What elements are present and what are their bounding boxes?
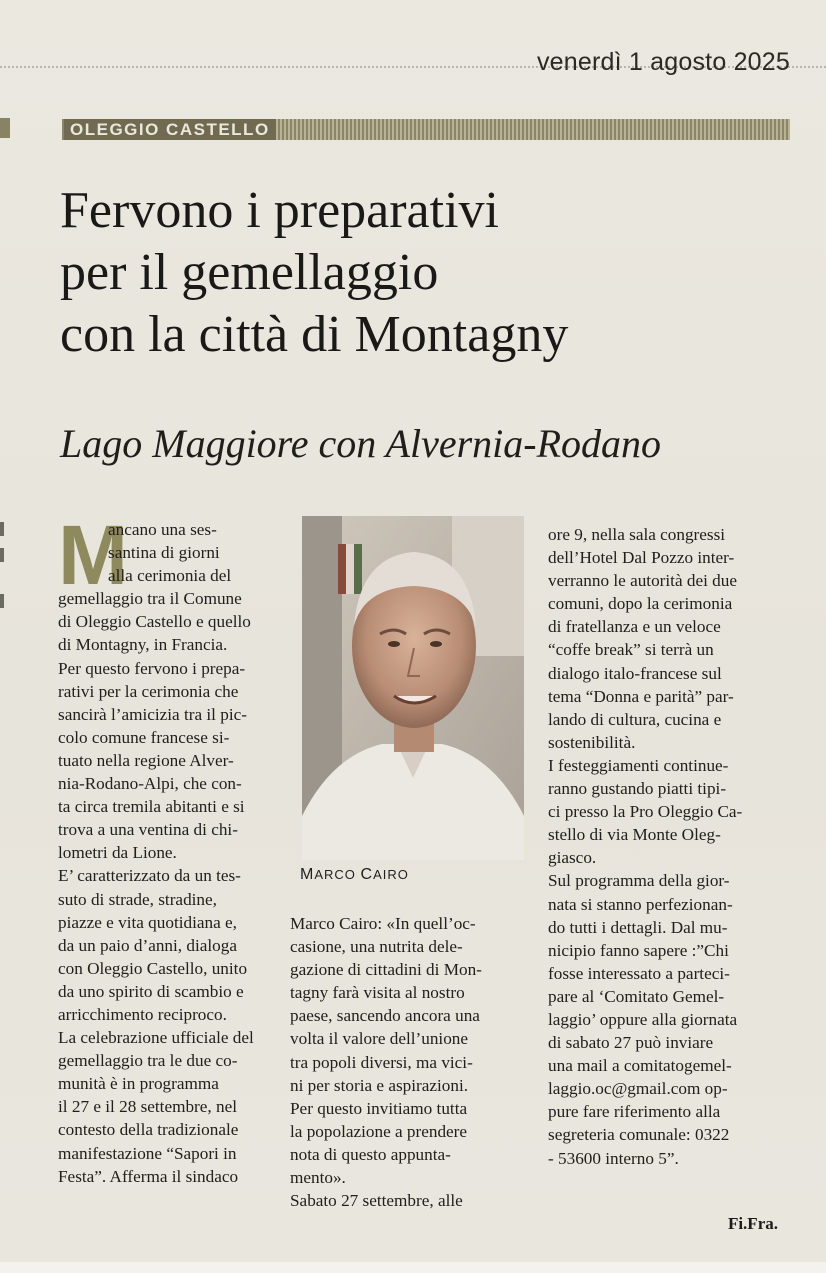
text-line: rativi per la cerimonia che (58, 681, 239, 701)
text-line: di sabato 27 può inviare (548, 1033, 714, 1053)
headline-line: per il gemellaggio (60, 244, 439, 301)
text-line: ni per storia e aspirazioni. (290, 1075, 469, 1095)
text-line: tuato nella regione Alver- (58, 750, 234, 770)
text-line: di Montagny, in Francia. (58, 635, 228, 655)
text-line: I festeggiamenti continue- (548, 755, 729, 775)
caption-rest: AIRO (373, 867, 409, 882)
text-line: dialogo italo-francese sul (548, 663, 722, 683)
text-line: nicipio fanno sapere :”Chi (548, 940, 729, 960)
text-line: ancano una ses- (108, 520, 217, 539)
text-line: nata si stanno perfezionan- (548, 894, 733, 914)
text-line: contesto della tradizionale (58, 1120, 239, 1140)
text-line: pare al ‘Comitato Gemel- (548, 986, 725, 1006)
text-line: sancirà l’amicizia tra il pic- (58, 704, 247, 724)
text-line: pure fare riferimento alla (548, 1102, 721, 1122)
author-signature: Fi.Fra. (727, 1214, 778, 1233)
issue-date: venerdì 1 agosto 2025 (536, 48, 790, 76)
text-line: casione, una nutrita dele- (290, 937, 463, 957)
text-line: tema “Donna e parità” par- (548, 686, 734, 706)
text-column-2 (290, 912, 522, 1212)
text-line: sostenibilità. (548, 732, 636, 752)
text-line: da uno spirito di scambio e (58, 981, 244, 1001)
text-line: E’ caratterizzato da un tes- (58, 866, 241, 886)
text-line: munità è in programma (58, 1074, 219, 1094)
text-column-3 (548, 523, 792, 1170)
text-line: mento». (290, 1168, 346, 1188)
text-line: “coffe break” si terrà un (548, 640, 714, 660)
caption-rest: ARCO (314, 867, 356, 882)
text-line: comuni, dopo la cerimonia (548, 594, 733, 614)
text-line: nia-Rodano-Alpi, che con- (58, 774, 242, 794)
headline-line: Fervono i preparativi (60, 182, 499, 239)
text-line: una mail a comitatogemel- (548, 1056, 732, 1076)
text-line: la popolazione a prendere (290, 1121, 468, 1141)
text-line: Sul programma della gior- (548, 871, 730, 891)
text-line: da un paio d’anni, dialoga (58, 935, 237, 955)
text-line: giasco. (548, 848, 597, 868)
text-line: volta il valore dell’unione (290, 1029, 469, 1049)
text-line: suto di strade, stradine, (58, 889, 217, 909)
text-line: gazione di cittadini di Mon- (290, 960, 482, 980)
text-line: lando di cultura, cucina e (548, 709, 722, 729)
text-line: gemellaggio tra il Comune (58, 589, 242, 609)
text-line: tra popoli diversi, ma vici- (290, 1052, 473, 1072)
photo-caption (300, 866, 409, 884)
portrait-photo (302, 516, 524, 860)
text-line: lometri da Lione. (58, 843, 177, 863)
text-line: ci presso la Pro Oleggio Ca- (548, 802, 743, 822)
page-edge-mark (0, 594, 4, 608)
text-line: Per questo invitiamo tutta (290, 1098, 468, 1118)
text-line: tagny farà visita al nostro (290, 983, 465, 1003)
text-line: dell’Hotel Dal Pozzo inter- (548, 548, 735, 568)
text-line: santina di giorni (108, 543, 220, 563)
text-line: stello di via Monte Oleg- (548, 825, 721, 845)
text-column-1 (58, 508, 274, 1188)
text-line: laggio.oc@gmail.com op- (548, 1079, 728, 1099)
text-line: segreteria comunale: 0322 (548, 1125, 730, 1145)
text-line: ranno gustando piatti tipi- (548, 779, 727, 799)
article-headline (60, 180, 800, 366)
text-line: il 27 e il 28 settembre, nel (58, 1097, 237, 1117)
text-line: Per questo fervono i prepa- (58, 658, 246, 678)
text-line: - 53600 interno 5”. (548, 1148, 679, 1168)
drop-cap: M (58, 508, 128, 602)
text-line: La celebrazione ufficiale del (58, 1028, 254, 1048)
text-line: ore 9, nella sala congressi (548, 525, 726, 544)
page-edge-mark (0, 522, 4, 536)
text-line: di Oleggio Castello e quello (58, 612, 251, 632)
text-line: di fratellanza e un veloce (548, 617, 721, 637)
text-line: do tutti i dettagli. Dal mu- (548, 917, 728, 937)
text-line: Marco Cairo: «In quell’oc- (290, 914, 476, 933)
text-line: ta circa tremila abitanti e si (58, 797, 245, 817)
text-line: fosse interessato a parteci- (548, 963, 730, 983)
text-line: alla cerimonia del (108, 566, 232, 586)
text-line: Festa”. Afferma il sindaco (58, 1166, 239, 1186)
text-line: colo comune francese si- (58, 727, 230, 747)
caption-initial: M (300, 866, 315, 883)
text-line: trova a una ventina di chi- (58, 820, 238, 840)
headline-line: con la città di Montagny (60, 306, 569, 363)
text-line: arricchimento reciproco. (58, 1004, 227, 1024)
text-line: manifestazione “Sapori in (58, 1143, 237, 1163)
page-edge-mark (0, 548, 4, 562)
text-line: laggio’ oppure alla giornata (548, 1009, 738, 1029)
text-line: verranno le autorità dei due (548, 571, 737, 591)
text-line: paese, sancendo ancora una (290, 1006, 480, 1026)
text-line: con Oleggio Castello, unito (58, 958, 248, 978)
text-line: piazze e vita quotidiana e, (58, 912, 237, 932)
text-line: nota di questo appunta- (290, 1144, 451, 1164)
text-line: Sabato 27 settembre, alle (290, 1191, 463, 1211)
section-label: OLEGGIO CASTELLO (64, 119, 276, 140)
article-subheadline: Lago Maggiore con Alvernia-Rodano (60, 421, 662, 466)
caption-initial: C (360, 866, 374, 883)
page-bottom-edge (0, 1262, 826, 1273)
text-line: gemellaggio tra le due co- (58, 1051, 238, 1071)
margin-marker (0, 118, 10, 138)
